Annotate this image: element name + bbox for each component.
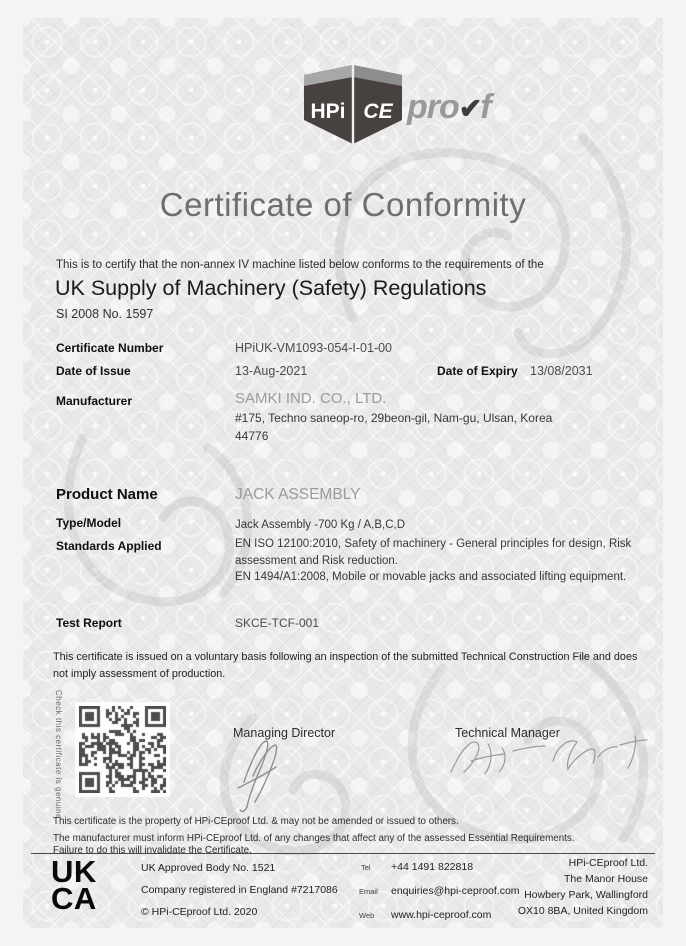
- page-title: Certificate of Conformity: [159, 186, 527, 223]
- address-line: Howbery Park, Wallingford: [524, 888, 648, 901]
- legal-line2: The manufacturer must inform HPi-CEproof Ltd. of any changes that affect any of the assessed Essential Requirements.: [53, 833, 575, 844]
- managing-director-label: Managing Director: [233, 726, 336, 740]
- logo-hpi-text: HPi: [310, 100, 346, 123]
- date-of-issue-value: 13-Aug-2021: [235, 364, 308, 378]
- si-number: SI 2008 No. 1597: [56, 307, 154, 321]
- standards-applied-label: Standards Applied: [56, 539, 162, 553]
- date-of-issue-label: Date of Issue: [56, 364, 131, 378]
- legal-line3: Failure to do this will invalidate the Certificate.: [53, 845, 252, 856]
- product-name-value: JACK ASSEMBLY: [235, 486, 361, 503]
- logo-ce-text: CE: [363, 100, 393, 123]
- address-line: The Manor House: [563, 872, 648, 885]
- manufacturer-address-line2: 44776: [235, 429, 269, 443]
- logo-proof-text: pro✔f: [407, 87, 491, 126]
- company-address: [428, 856, 648, 920]
- manufacturer-address-line1: #175, Techno saneop-ro, 29beon-gil, Nam-gu, Ulsan, Korea: [235, 411, 553, 425]
- certificate-number-label: Certificate Number: [56, 341, 164, 355]
- footer-divider: [31, 853, 655, 854]
- address-line: HPi-CEproof Ltd.: [568, 857, 648, 869]
- company-registration-text: Company registered in England #7217086: [141, 884, 338, 896]
- email-label: Email: [359, 887, 378, 896]
- web-value: www.hpi-ceproof.com: [391, 909, 492, 921]
- test-report-value: SKCE-TCF-001: [235, 616, 320, 630]
- voluntary-note: This certificate is issued on a voluntary basis following an inspection of the submitted Technical Construction File and does not imply assessment of production.: [53, 651, 638, 680]
- technical-manager-signature: [443, 730, 658, 788]
- standards-line2: EN 1494/A1:2008, Mobile or movable jacks and associated lifting equipment.: [235, 571, 627, 583]
- logo: [302, 62, 522, 146]
- qr-caption: Check this certificate is genuine: [54, 690, 63, 819]
- certificate-page: [23, 18, 663, 928]
- tel-label: Tel: [361, 863, 371, 872]
- copyright-text: © HPi-CEproof Ltd. 2020: [141, 906, 258, 918]
- qr-code: [79, 706, 166, 793]
- manufacturer-name: SAMKI IND. CO., LTD.: [235, 390, 387, 407]
- regulation-title: UK Supply of Machinery (Safety) Regulations: [55, 276, 487, 300]
- tel-value: +44 1491 822818: [391, 861, 474, 873]
- ukca-ca-text: CA: [51, 881, 97, 917]
- qr-code-box: [75, 702, 170, 797]
- email-value: enquiries@hpi-ceproof.com: [391, 885, 520, 897]
- legal-line1: This certificate is the property of HPi-CEproof Ltd. & may not be amended or issued to others.: [53, 816, 459, 827]
- logo-shield-icon: [302, 62, 404, 146]
- standards-line1: EN ISO 12100:2010, Safety of machinery - General principles for design, Risk assessment and Risk reduction.: [235, 538, 632, 567]
- ukca-logo: [51, 854, 97, 917]
- type-model-value: Jack Assembly -700 Kg / A,B,C,D: [235, 519, 406, 531]
- product-name-label: Product Name: [56, 486, 158, 503]
- approved-body-text: UK Approved Body No. 1521: [141, 862, 276, 874]
- managing-director-signature: [228, 736, 308, 814]
- web-label: Web: [359, 911, 375, 920]
- check-icon: ✔: [458, 92, 481, 124]
- date-of-expiry-label: Date of Expiry: [437, 364, 518, 378]
- certificate-number-value: HPiUK-VM1093-054-I-01-00: [235, 341, 393, 355]
- certify-statement: This is to certify that the non-annex IV machine listed below conforms to the requirements of the: [56, 259, 544, 271]
- ukca-uk-text: UK: [51, 854, 97, 889]
- manufacturer-label: Manufacturer: [56, 394, 133, 408]
- date-of-expiry-value: 13/08/2031: [530, 364, 593, 378]
- test-report-label: Test Report: [56, 616, 122, 630]
- address-line: OX10 8BA, United Kingdom: [517, 904, 648, 917]
- technical-manager-label: Technical Manager: [455, 726, 560, 740]
- type-model-label: Type/Model: [56, 516, 122, 530]
